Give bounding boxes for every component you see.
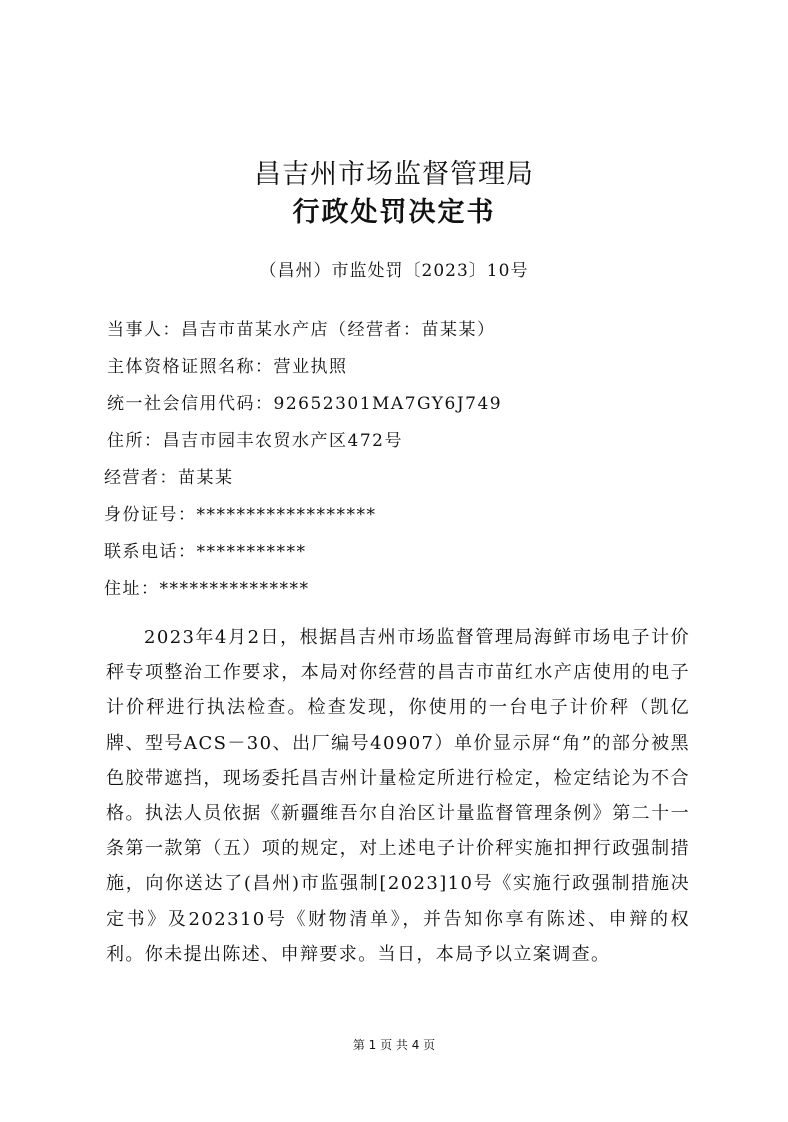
body-paragraph: 2023年4月2日，根据昌吉州市场监督管理局海鲜市场电子计价秤专项整治工作要求，本局对你经营的昌吉市苗红水产店使用的电子计价秤进行执法检查。检查发现，你使用的一台电子计价秤（凯亿牌、型号ACS－30、出厂编号40907）单价显示屏“角”的部分被黑色胶带遮挡，现场委托昌吉州计量检定所进行检定，检定结论为不合格。执法人员依据《新疆维吾尔自治区计量监督管理条例》第二十一条第一款第（五）项的规定，对上述电子计价秤实施扣押行政强制措施，向你送达了(昌州)市监强制[2023]10号《实施行政强制措施决定书》及202310号《财物清单》，并告知你享有陈述、申辩的权利。你未提出陈述、申辩要求。当日，本局予以立案调查。 bbox=[106, 627, 690, 965]
party-address: 住所：昌吉市园丰农贸水产区472号 bbox=[107, 431, 403, 451]
page-number: 第 1 页 共 4 页 bbox=[352, 1038, 436, 1052]
document-number: （昌州）市监处罚〔2023〕10号 bbox=[259, 261, 529, 281]
phone-number: 联系电话：*********** bbox=[104, 542, 307, 562]
residence-address: 住址：*************** bbox=[104, 579, 310, 599]
party-info-list bbox=[104, 316, 704, 612]
credit-code: 统一社会信用代码：92652301MA7GY6J749 bbox=[107, 394, 503, 414]
party-name: 当事人：昌吉市苗某水产店（经营者：苗某某） bbox=[107, 320, 496, 340]
license-type: 主体资格证照名称：营业执照 bbox=[107, 357, 348, 377]
id-number: 身份证号：****************** bbox=[104, 505, 377, 525]
agency-title: 昌吉州市场监督管理局 bbox=[254, 159, 534, 190]
operator-name: 经营者：苗某某 bbox=[104, 468, 234, 488]
document-type-title: 行政处罚决定书 bbox=[292, 197, 496, 228]
